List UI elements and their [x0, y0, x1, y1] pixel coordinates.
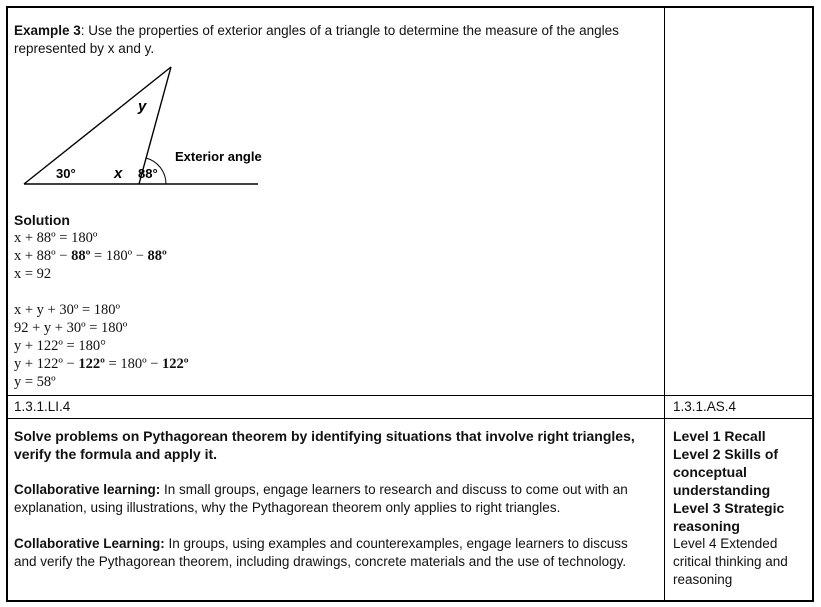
table-border-top [6, 6, 814, 8]
solution-heading: Solution [14, 212, 70, 228]
equation-line [14, 265, 654, 283]
equation-term: x + 88º − [14, 248, 72, 264]
equation-term: = 180º − [90, 248, 148, 264]
angle-y-label: y [138, 98, 147, 115]
equation-term: 88º [147, 248, 167, 264]
exterior-angle-label: Exterior angle [175, 149, 262, 164]
p2-text: In groups, using examples and counterexamples, engage learners to discuss and verify the Pythagorean theorem, including drawings, concrete materials and the use of technology. [14, 536, 628, 569]
table-border-right [812, 6, 814, 602]
collaborative-paragraph-2 [14, 535, 654, 571]
equation-term: 88º [71, 248, 91, 264]
code-right: 1.3.1.AS.4 [673, 399, 737, 414]
level-1: Level 1 Recall [673, 428, 766, 444]
equation-term: 122º [162, 356, 189, 372]
example-label: Example 3 [14, 23, 81, 38]
level-4: Level 4 Extended critical thinking and reasoning [673, 536, 788, 587]
equation-term: x = 92 [14, 266, 52, 282]
p1-text: In small groups, engage learners to research and discuss to come out with an explanation, using illustrations, why the Pythagorean theorem only applies to right triangles. [14, 482, 628, 515]
row-divider-1 [6, 395, 814, 396]
example-cell [14, 22, 659, 58]
p2-label: Collaborative Learning: [14, 536, 165, 551]
table-border-bottom [6, 600, 814, 602]
angle-30-label: 30° [56, 166, 76, 181]
equation-line [14, 229, 654, 247]
table-border-left [6, 6, 8, 602]
p1-label: Collaborative learning: [14, 482, 161, 497]
equation-line [14, 355, 654, 373]
solution-equations-2 [14, 301, 654, 391]
lesson-table [6, 6, 814, 602]
levels-cell [673, 427, 809, 589]
example-statement [14, 22, 659, 58]
collaborative-paragraph-1 [14, 481, 654, 517]
angle-x-label: x [114, 165, 123, 182]
equation-term: = 180º − [104, 356, 163, 372]
column-divider [664, 6, 665, 602]
equation-term: y + 122º = 180° [14, 338, 106, 354]
equation-line [14, 301, 654, 319]
solution-equations-1 [14, 229, 654, 283]
equation-term: x + 88º = 180º [14, 230, 98, 246]
equation-line [14, 319, 654, 337]
level-3: Level 3 Strategic reasoning [673, 500, 785, 534]
equation-line [14, 337, 654, 355]
code-left: 1.3.1.LI.4 [14, 399, 71, 414]
objective-text: Solve problems on Pythagorean theorem by identifying situations that involve right triangles, verify the formula and apply it. [14, 428, 635, 462]
triangle-diagram [16, 64, 286, 194]
example-text: : Use the properties of exterior angles of a triangle to determine the measure of the angles represented by x and y. [14, 23, 619, 56]
equation-term: 92 + y + 30º = 180º [14, 320, 128, 336]
equation-term: y = 58º [14, 374, 56, 390]
equation-line [14, 373, 654, 391]
row-divider-2 [6, 418, 814, 419]
equation-term: x + y + 30º = 180º [14, 302, 121, 318]
equation-line [14, 247, 654, 265]
level-2: Level 2 Skills of conceptual understanding [673, 446, 779, 498]
content-cell [14, 427, 654, 571]
equation-term: 122º [78, 356, 105, 372]
equation-term: y + 122º − [14, 356, 79, 372]
solution-block [14, 211, 654, 391]
angle-88-label: 88° [138, 166, 158, 181]
